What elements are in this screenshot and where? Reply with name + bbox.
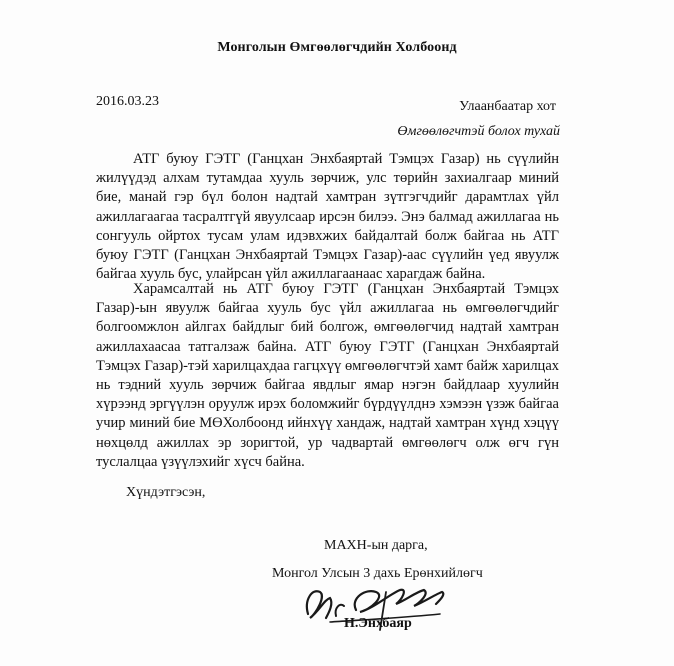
letter-closing: Хүндэтгэсэн,: [126, 485, 206, 500]
signer-organization: Монгол Улсын 3 дахь Ерөнхийлөгч: [272, 566, 483, 581]
letter-subject: Өмгөөлөгчтэй болох тухай: [397, 124, 560, 139]
letter-recipient-title: Монголын Өмгөөлөгчдийн Холбоонд: [217, 40, 457, 55]
letter-date: 2016.03.23: [96, 94, 159, 109]
letter-place: Улаанбаатар хот: [459, 99, 556, 114]
signer-name: Н.Энхбаяр: [344, 616, 412, 631]
letter-paragraph-2: Харамсалтай нь АТГ буюу ГЭТГ (Ганцхан Энхбаяртай Тэмцэх Газар)-ын явуулж байгаа хууль бус үйл ажиллагаа нь өмгөөлөгчдийг болгоомжлон айлгах байдлыг бий болгож, өмгөөлөгчид надтай хамтран ажиллахаасаа татгалзаж байна. АТГ буюу ГЭТГ (Ганцхан Энхбаяртай Тэмцэх Газар)-тэй харилцахдаа гагцхүү өмгөөлөгчтэй хамт байж харилцах нь тэдний хууль зөрчиж байгаа явдлыг ямар нэгэн байдлаар хуулийн хүрээнд эргүүлэн оруулж ирэх боломжийг бүрдүүлднэ хэмээн үзэж байгаа учир миний бие МӨХолбоонд ийнхүү хандаж, надтай хамтран хүнд хэцүү нөхцөлд ажиллах эр зоригтой, ур чадвартай өмгөөлөгч олж өгч гүн туслалцаа үзүүлэхийг хүсч байна.: [96, 281, 559, 470]
signer-title: МАХН-ын дарга,: [324, 538, 428, 553]
letter-paragraph-1: АТГ буюу ГЭТГ (Ганцхан Энхбаяртай Тэмцэх Газар) нь сүүлийн жилүүдэд алхам тутамдаа хууль зөрчиж, улс төрийн захиалгаар миний бие, манай гэр бүл болон надтай хамтран зүтгэгчдийг дарамтлах үйл ажиллагаагаа тасралтгүй явуулсаар ирсэн билээ. Энэ балмад ажиллагаа нь сонгууль ойртох тусам улам идэвхжих байдалтай болж байгаа нь АТГ буюу ГЭТГ (Ганцхан Энхбаяртай Тэмцэх Газар)-аас сүүлийн үед явуулж байгаа хууль бус, улайрсан үйл ажиллагаанаас харагдаж байна.: [96, 151, 559, 283]
